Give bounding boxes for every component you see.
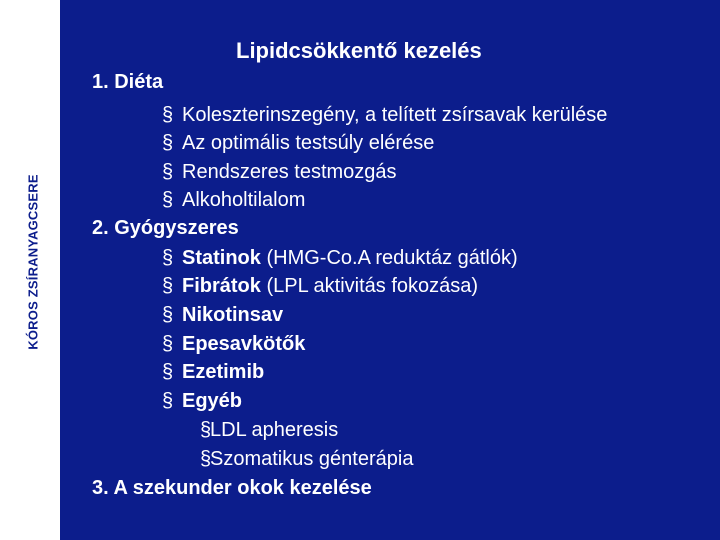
- bullet-icon: §: [162, 333, 174, 355]
- list-item: [162, 160, 397, 184]
- sub-list-item-text: Szomatikus génterápia: [210, 448, 414, 470]
- bullet-icon: §: [162, 304, 174, 326]
- list-item: [162, 303, 283, 327]
- list-item: [162, 332, 305, 356]
- sub-list-item: [200, 418, 338, 442]
- section-heading-szekunder: 3. A szekunder okok kezelése: [92, 477, 372, 499]
- bullet-icon: §: [162, 247, 174, 269]
- list-item-text: Az optimális testsúly elérése: [182, 132, 435, 154]
- list-item: [162, 188, 305, 212]
- bullet-icon: §: [162, 390, 174, 412]
- section-heading-gyogyszeres: 2. Gyógyszeres: [92, 217, 239, 239]
- bullet-icon: §: [162, 189, 174, 211]
- bullet-icon: §: [162, 161, 174, 183]
- bullet-icon: §: [200, 419, 212, 441]
- sub-list-item-text: LDL apheresis: [210, 419, 339, 441]
- list-item: [162, 103, 607, 127]
- list-item: [162, 274, 478, 298]
- drug-description: (HMG-Co.A reduktáz gátlók): [260, 247, 518, 269]
- list-item: [162, 131, 434, 155]
- bullet-icon: §: [162, 275, 174, 297]
- slide-title: Lipidcsökkentő kezelés: [236, 38, 482, 63]
- list-item: [162, 389, 242, 413]
- list-item-text: Alkoholtilalom: [182, 189, 306, 211]
- list-item: [162, 246, 518, 270]
- list-item: [162, 360, 264, 384]
- list-item-text: Rendszeres testmozgás: [182, 161, 397, 183]
- sidebar-vertical-label: KÓROS ZSÍRANYAGCSERE: [25, 174, 41, 350]
- drug-name: Ezetimib: [182, 361, 265, 383]
- bullet-icon: §: [162, 104, 174, 126]
- drug-name: Nikotinsav: [182, 304, 284, 326]
- bullet-icon: §: [200, 448, 212, 470]
- list-item-text: Koleszterinszegény, a telített zsírsavak kerülése: [182, 104, 608, 126]
- bullet-icon: §: [162, 132, 174, 154]
- sub-list-item: [200, 447, 413, 471]
- section-heading-dieta: 1. Diéta: [92, 71, 164, 93]
- drug-name: Egyéb: [182, 390, 243, 412]
- drug-name: Statinok: [182, 247, 261, 269]
- sidebar-band: [0, 0, 60, 540]
- bullet-icon: §: [162, 361, 174, 383]
- drug-description: (LPL aktivitás fokozása): [260, 275, 479, 297]
- drug-name: Fibrátok: [182, 275, 261, 297]
- drug-name: Epesavkötők: [182, 333, 306, 355]
